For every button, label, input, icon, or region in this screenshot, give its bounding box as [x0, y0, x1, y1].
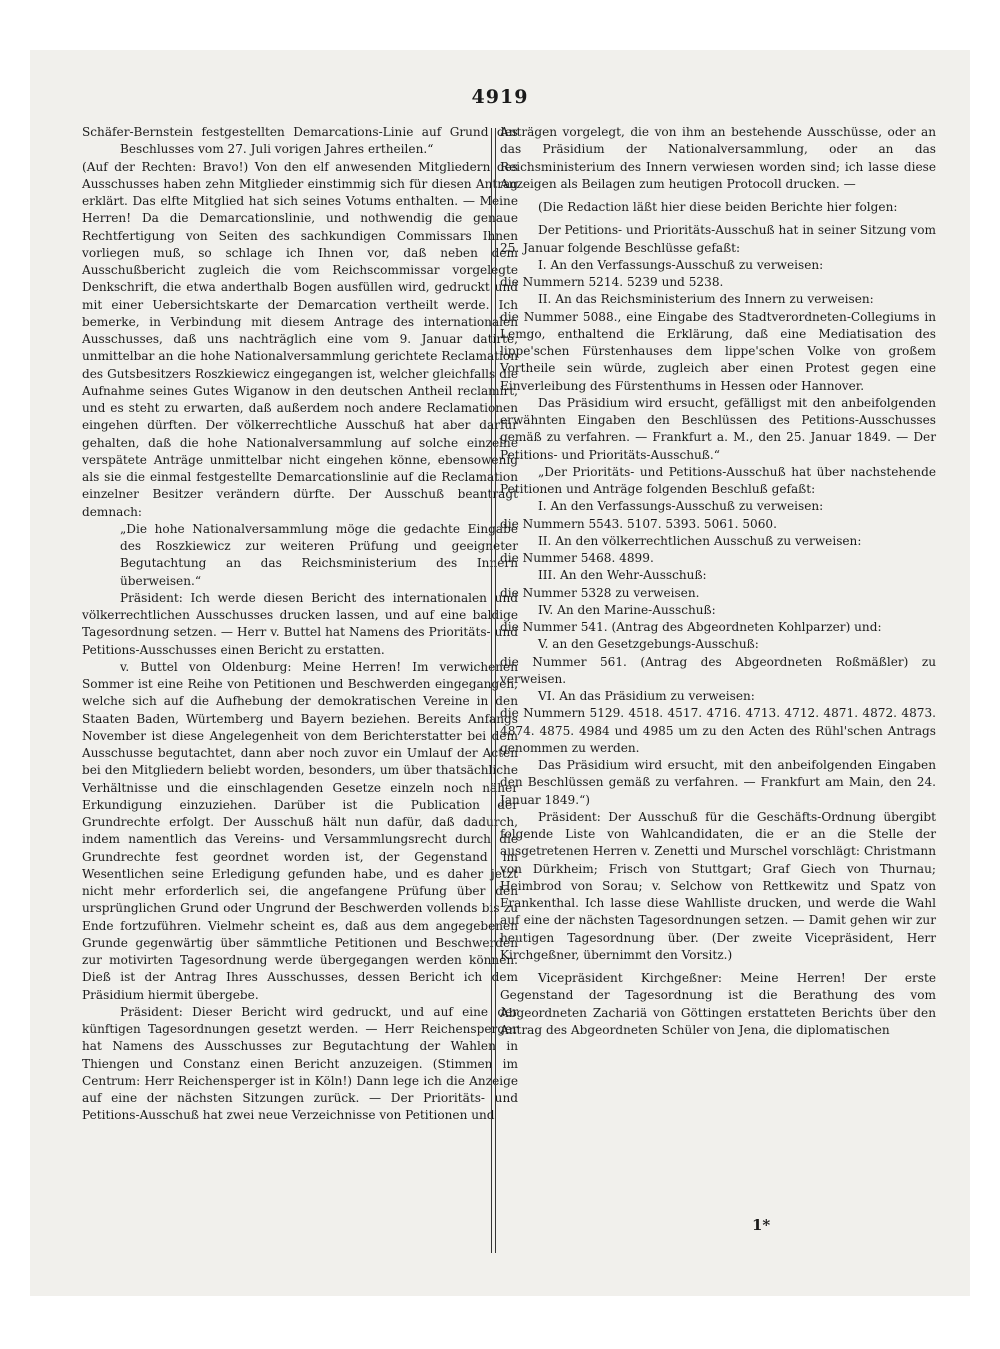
paragraph: I. An den Verfassungs-Ausschuß zu verweisen: [538, 499, 824, 514]
right-column [500, 124, 936, 1039]
page-number: 4919 [471, 86, 529, 108]
paragraph: V. an den Gesetzgebungs-Ausschuß: [538, 637, 759, 652]
paragraph: die Nummer 5328 zu verweisen. [500, 585, 700, 600]
paragraph: IV. An den Marine-Ausschuß: [538, 602, 716, 617]
document-page [30, 50, 970, 1296]
paragraph: die Nummern 5214. 5239 und 5238. [500, 275, 724, 289]
signature-mark: 1* [752, 1216, 771, 1234]
paragraph: III. An den Wehr-Ausschuß: [538, 568, 707, 583]
paragraph: Das Präsidium wird ersucht, mit den anbeifolgenden Eingaben den Beschlüssen gemäß zu verfahren. — Frankfurt am Main, den 24. Januar 1849.“) [500, 758, 936, 807]
paragraph: VI. An das Präsidium zu verweisen: [538, 689, 755, 703]
paragraph: (Auf der Rechten: Bravo!) Von den elf anwesenden Mitgliedern des Ausschusses haben zehn Mitglieder einstimmig sich für diesen Antrag erklärt. Das elfte Mitglied hat sich seines Votums enthalten. — Meine Herren! Da die Demarcationslinie, und nothwendig die genaue Rechtfertigung von Seiten des sachkundigen Commissars Ihnen vorliegen muß, so schlage ich Ihnen vor, daß neben dem Ausschußbericht zugleich die vom Reichscommissar vorgelegte Denkschrift, die etwa anderthalb Bogen ausfüllen wird, gedruckt und mit einer Uebersichtskarte der Demarcation vertheilt werde. Ich bemerke, in Verbindung mit diesem Antrage des internationalen Ausschusses, daß uns nachträglich eine vom 9. Januar datirte, unmittelbar an die hohe Nationalversammlung gerichtete Reclamation des Gutsbesitzers Roszkiewicz eingegangen ist, welcher gleichfalls die Aufnahme seines Gutes Wiganow in den deutschen Antheil reclamirt, und es steht zu erwarten, daß außerdem noch andere Reclamationen eingehen dürften. Der völkerrechtliche Ausschuß hat aber darfür gehalten, daß die hohe Nationalversammlung auf solche einzelne verspätete Anträge unmittelbar nicht eingehen könne, ebensowenig als sie die einmal festgestellte Demarcationslinie auf die Reclamation einzelner Besitzer verändern dürfte. Der Ausschuß beantragt demnach: [82, 159, 518, 519]
paragraph: die Nummer 5088., eine Eingabe des Stadtverordneten-Collegiums in Lemgo, enthaltend die Erklärung, daß eine Mediatisation des lippe'schen Fürstenhauses dem lippe'schen Volke von großem Vortheile sein würde, zugleich aber einen Protest gegen eine Einverleibung des Fürstenthums in Hessen oder Hannover. [500, 309, 936, 393]
left-column [82, 124, 518, 1125]
paragraph: Schäfer-Bernstein festgestellten Demarcations-Linie auf Grund des Beschlusses vom 27. Juli vorigen Jahres ertheilen.“ [82, 125, 518, 157]
paragraph: die Nummer 561. (Antrag des Abgeordneten Roßmäßler) zu verweisen. [500, 654, 936, 686]
paragraph: die Nummer 541. (Antrag des Abgeordneten Kohlparzer) und: [500, 620, 882, 634]
paragraph: „Der Prioritäts- und Petitions-Ausschuß hat über nachstehende Petitionen und Anträge folgenden Beschluß gefaßt: [500, 464, 936, 496]
paragraph: Präsident: Ich werde diesen Bericht des internationalen und völkerrechtlichen Ausschusses drucken lassen, und auf eine baldige Tagesordnung setzen. — Herr v. Buttel hat Namens des Prioritäts- und Petitions-Ausschusses einen Bericht zu erstatten. [82, 590, 518, 657]
paragraph: Anträgen vorgelegt, die von ihm an bestehende Ausschüsse, oder an das Präsidium der Nationalversammlung, oder an das Reichsministerium des Innern verwiesen worden sind; ich lasse diese Anzeigen als Beilagen zum heutigen Protocoll drucken. — [500, 125, 936, 191]
paragraph: die Nummern 5129. 4518. 4517. 4716. 4713. 4712. 4871. 4872. 4873. 4874. 4875. 4984 und 4985 um zu den Acten des Rühl'schen Antrags genommen zu werden. [500, 706, 936, 755]
paragraph: „Die hohe Nationalversammlung möge die gedachte Eingabe des Roszkiewicz zur weiteren Prüfung und geeigneter Begutachtung an das Reichsministerium des Innern überweisen.“ [120, 521, 518, 588]
paragraph: (Die Redaction läßt hier diese beiden Berichte hier folgen: [538, 200, 898, 214]
paragraph: II. An den völkerrechtlichen Ausschuß zu verweisen: [538, 533, 862, 548]
paragraph: Vicepräsident Kirchgeßner: Meine Herren! Der erste Gegenstand der Tagesordnung ist die Berathung des vom Abgeordneten Zachariä von Göttingen erstatteten Berichts über den Antrag des Abgeordneten Schüler von Jena, die diplomatischen [500, 971, 936, 1037]
paragraph: die Nummern 5543. 5107. 5393. 5061. 5060. [500, 516, 777, 531]
paragraph: I. An den Verfassungs-Ausschuß zu verweisen: [538, 257, 824, 272]
paragraph: II. An das Reichsministerium des Innern zu verweisen: [538, 292, 874, 307]
paragraph: die Nummer 5468. 4899. [500, 551, 654, 565]
column-divider [491, 128, 496, 1253]
paragraph: Präsident: Dieser Bericht wird gedruckt, und auf eine der künftigen Tagesordnungen gesetzt werden. — Herr Reichensperger hat Namens des Ausschusses zur Begutachtung der Wahlen in Thiengen und Constanz einen Bericht anzuzeigen. (Stimmen im Centrum: Herr Reichensperger ist in Köln!) Dann lege ich die Anzeige auf eine der nächsten Sitzungen zurück. — Der Prioritäts- und Petitions-Ausschuß hat zwei neue Verzeichnisse von Petitionen und [82, 1004, 518, 1123]
paragraph: v. Buttel von Oldenburg: Meine Herren! Im verwichenen Sommer ist eine Reihe von Petitionen und Beschwerden eingegangen, welche sich auf die Aufhebung der demokratischen Vereine in den Staaten Baden, Würtemberg und Bayern beziehen. Bereits Anfangs November ist diese Angelegenheit von dem Berichterstatter bei dem Ausschusse begutachtet, dann aber noch zuvor ein Umlauf der Acten bei den Mitgliedern beliebt worden, besonders, um über thatsächliche Verhältnisse und die einschlagenden Gesetze einzeln noch näher Erkundigung einzuziehen. Darüber ist die Publication der Grundrechte erfolgt. Der Ausschuß hält nun dafür, daß dadurch, indem namentlich das Vereins- und Versammlungsrecht durch die Grundrechte fest geordnet worden ist, der Gegenstand im Wesentlichen seine Erledigung gefunden habe, und es daher jetzt nicht mehr erforderlich sei, die angefangene Prüfung über den ursprünglichen Grund oder Ungrund der Beschwerden vollends bis zu Ende fortzuführen. Vielmehr scheint es, daß aus dem angegebenen Grunde gegenwärtig über sämmtliche Petitionen und Beschwerden zur motivirten Tagesordnung werde übergegangen werden können. Dieß ist der Antrag Ihres Ausschusses, dessen Bericht ich dem Präsidium hiermit übergebe. [82, 659, 518, 1002]
paragraph: Präsident: Der Ausschuß für die Geschäfts-Ordnung übergibt folgende Liste von Wahlcandidaten, die er an die Stelle der ausgetretenen Herren v. Zenetti und Murschel vorschlägt: Christmann von Dürkheim; Frisch von Stuttgart; Graf Giech von Thurnau; Heimbrod von Sorau; v. Selchow von Rettkewitz und Spatz von Frankenthal. Ich lasse diese Wahlliste drucken, und werde die Wahl auf eine der nächsten Tagesordnungen setzen. — Damit gehen wir zur heutigen Tagesordnung über. (Der zweite Vicepräsident, Herr Kirchgeßner, übernimmt den Vorsitz.) [500, 809, 936, 962]
paragraph: Der Petitions- und Prioritäts-Ausschuß hat in seiner Sitzung vom 25. Januar folgende Beschlüsse gefaßt: [500, 223, 936, 255]
paragraph: Das Präsidium wird ersucht, gefälligst mit den anbeifolgenden erwähnten Eingaben den Beschlüssen des Petitions-Ausschusses gemäß zu verfahren. — Frankfurt a. M., den 25. Januar 1849. — Der Petitions- und Prioritäts-Ausschuß.“ [500, 395, 936, 462]
